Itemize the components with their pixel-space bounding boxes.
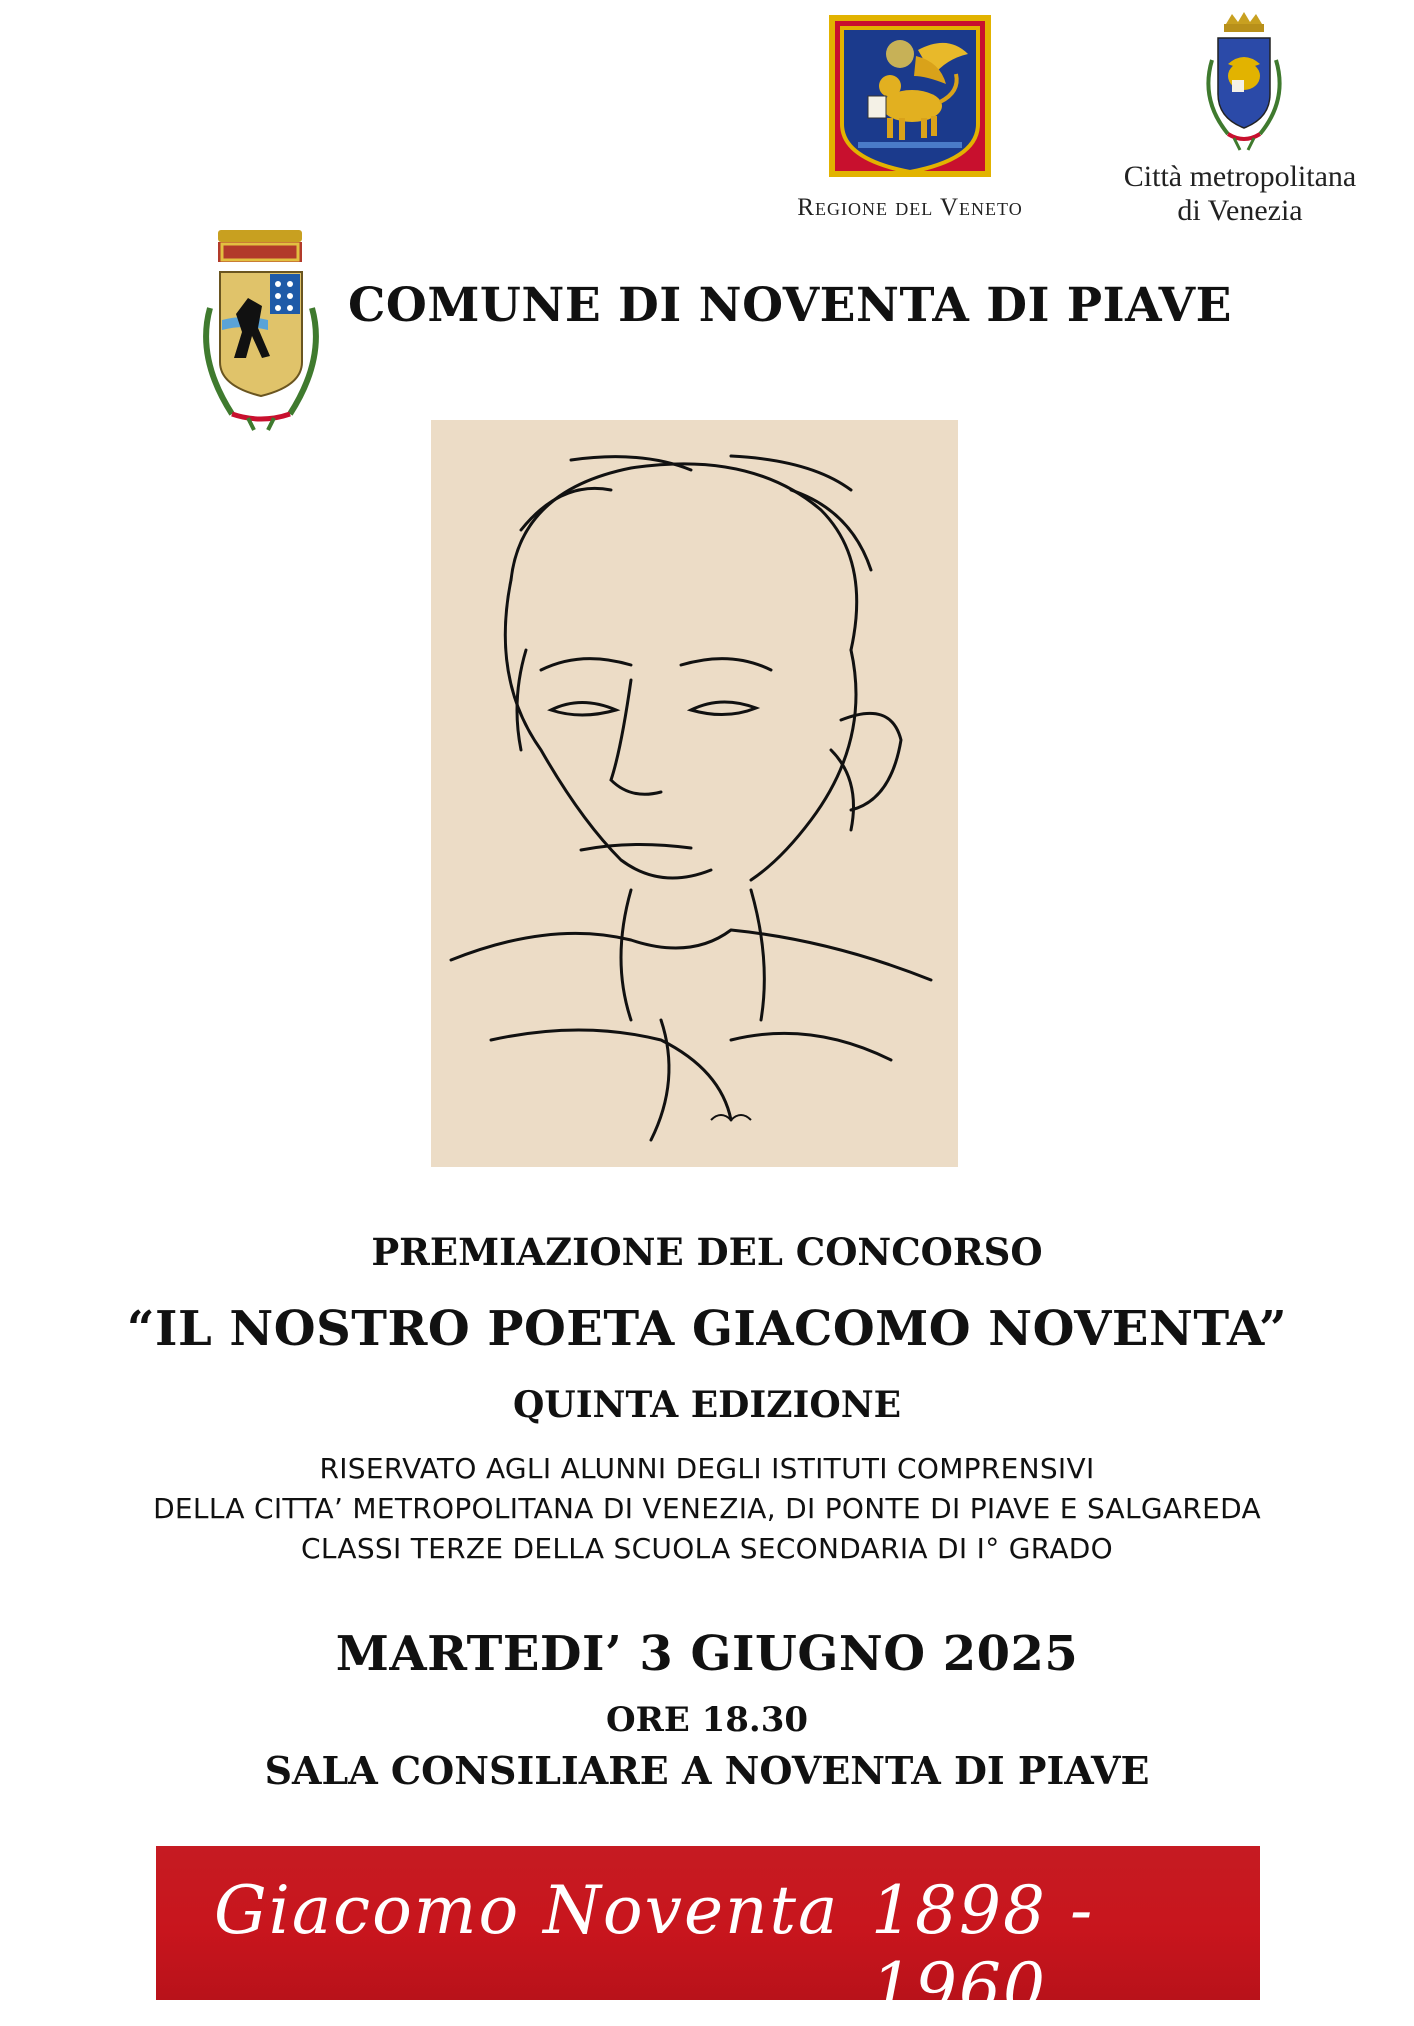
metro-label-line1: Città metropolitana <box>1123 160 1357 193</box>
eligibility-line-2: DELLA CITTA’ METROPOLITANA DI VENEZIA, DI PONTE DI PIAVE E SALGAREDA <box>153 1492 1261 1525</box>
event-time: ORE 18.30 <box>605 1700 809 1740</box>
banner-poet-years: 1898 - 1960 <box>871 1872 1095 2026</box>
portrait-drawing <box>431 420 958 1167</box>
eligibility-line-1: RISERVATO AGLI ALUNNI DEGLI ISTITUTI COMPRENSIVI <box>319 1452 1095 1485</box>
edition-label: QUINTA EDIZIONE <box>512 1384 902 1426</box>
citta-metropolitana-label <box>1090 160 1390 228</box>
citta-metropolitana-emblem <box>1188 10 1300 156</box>
regione-veneto-label: Regione del Veneto <box>797 194 1023 221</box>
banner-poet-name: Giacomo Noventa <box>214 1872 840 1949</box>
comune-noventa-emblem <box>188 228 334 432</box>
comune-title: COMUNE DI NOVENTA DI PIAVE <box>348 278 1232 333</box>
eligibility-line-3: CLASSI TERZE DELLA SCUOLA SECONDARIA DI I° GRADO <box>300 1532 1114 1565</box>
poet-banner <box>156 1846 1260 2026</box>
regione-veneto-emblem <box>828 14 992 178</box>
event-date: MARTEDI’ 3 GIUGNO 2025 <box>335 1626 1079 1682</box>
contest-title: “IL NOSTRO POETA GIACOMO NOVENTA” <box>126 1301 1288 1357</box>
metro-label-line2: di Venezia <box>1177 194 1303 227</box>
event-venue: SALA CONSILIARE A NOVENTA DI PIAVE <box>264 1748 1150 1793</box>
event-heading: PREMIAZIONE DEL CONCORSO <box>371 1230 1043 1274</box>
